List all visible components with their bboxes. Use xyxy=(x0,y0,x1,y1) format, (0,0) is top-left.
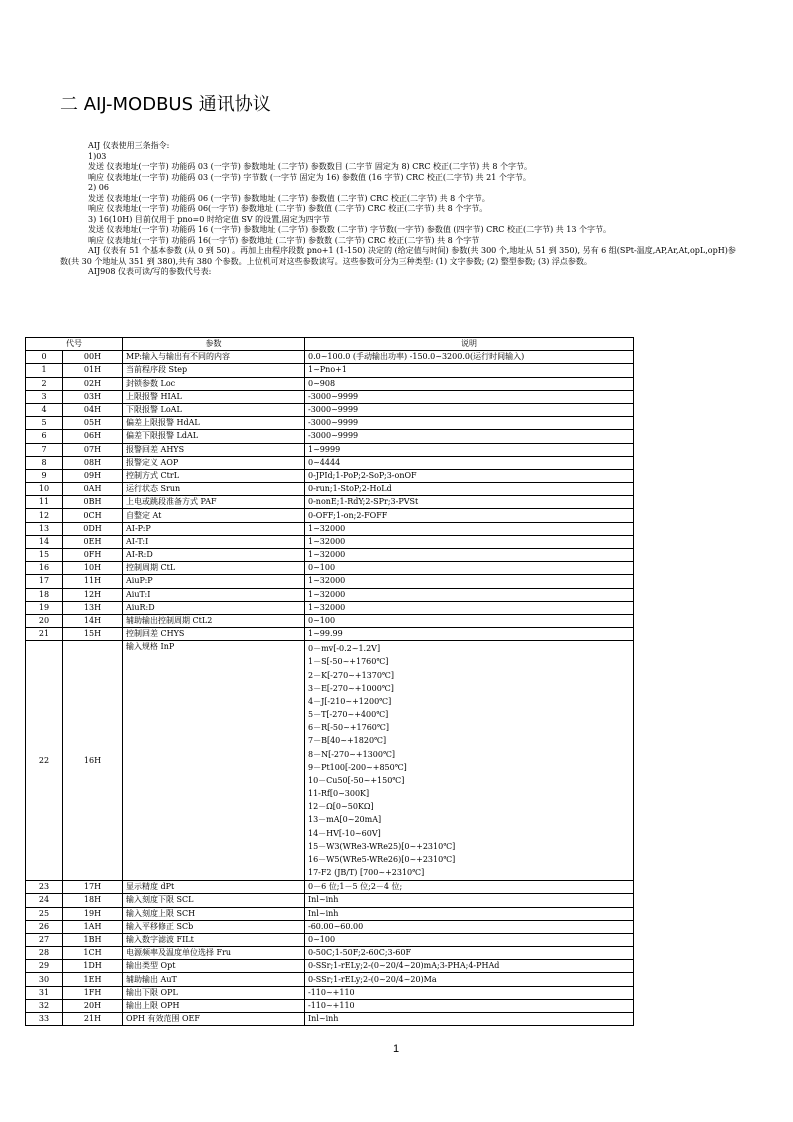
table-row xyxy=(26,509,634,522)
row-parameter: 上限报警 HIAL xyxy=(123,390,305,403)
row-number: 21 xyxy=(26,628,63,641)
row-description: 0-run;1-StoP;2-HoLd xyxy=(305,483,634,496)
row-parameter: 当前程序段 Step xyxy=(123,364,305,377)
table-row xyxy=(26,973,634,986)
row-description: 1~32000 xyxy=(305,522,634,535)
table-row xyxy=(26,920,634,933)
row-description: 0~908 xyxy=(305,377,634,390)
row-parameter: 输入规格 InP xyxy=(123,641,305,881)
row-hex-code: 10H xyxy=(63,562,123,575)
row-number: 28 xyxy=(26,947,63,960)
row-parameter: 输出类型 Opt xyxy=(123,960,305,973)
row-description: 0~100 xyxy=(305,933,634,946)
table-row xyxy=(26,549,634,562)
header-desc: 说明 xyxy=(305,338,634,351)
row-description: 0~100 xyxy=(305,614,634,627)
row-description: 0-50C;1-50F;2-60C;3-60F xyxy=(305,947,634,960)
row-parameter: 输入平移修正 SCb xyxy=(123,920,305,933)
table-row xyxy=(26,588,634,601)
row-hex-code: 20H xyxy=(63,999,123,1012)
intro-line: 发送 仪表地址(一字节) 功能码 06 (一字节) 参数地址 (二字节) 参数值 (二字节) CRC 校正(二字节) 共 8 个字节。 xyxy=(88,193,490,203)
row-hex-code: 09H xyxy=(63,469,123,482)
row-hex-code: 18H xyxy=(63,894,123,907)
table-row xyxy=(26,364,634,377)
row-hex-code: 13H xyxy=(63,601,123,614)
row-hex-code: 0CH xyxy=(63,509,123,522)
intro-line: 发送 仪表地址(一字节) 功能码 03 (一字节) 参数地址 (二字节) 参数数目 (二字节 固定为 8) CRC 校正(二字节) 共 8 个字节。 xyxy=(88,162,532,171)
row-parameter: 电源频率及温度单位选择 Fru xyxy=(123,947,305,960)
intro-line: 2) 06 xyxy=(88,183,109,192)
page-number: 1 xyxy=(393,1043,400,1055)
row-number: 2 xyxy=(26,377,63,390)
intro-line: 响应 仪表地址(一字节) 功能码 06(一字节) 参数地址 (二字节) 参数值 (二字节) CRC 校正(二字节) 共 8 个字节。 xyxy=(88,204,488,213)
header-param: 参数 xyxy=(123,338,305,351)
table-row xyxy=(26,417,634,430)
row-number: 1 xyxy=(26,364,63,377)
row-description: 0-SSr;1-rELy;2-(0~20/4~20)mA;3-PHA;4-PHAd xyxy=(305,960,634,973)
row-number: 14 xyxy=(26,535,63,548)
input-spec-option: 7－B[40~+1820℃] xyxy=(308,736,387,746)
row-parameter: 输入刻度上限 SCH xyxy=(123,907,305,920)
table-row xyxy=(26,535,634,548)
input-spec-option: 17-F2 (JB/T) [700~+2310℃] xyxy=(308,867,425,877)
intro-line: 响应 仪表地址(一字节) 功能码 16(一字节) 参数地址 (二字节) 参数数 (二字节) CRC 校正(二字节) 共 8 个字节 xyxy=(88,235,480,245)
table-row xyxy=(26,575,634,588)
row-hex-code: 1DH xyxy=(63,960,123,973)
row-parameter: 控制方式 CtrL xyxy=(123,469,305,482)
row-parameter: AI-R:D xyxy=(123,549,305,562)
input-spec-option: 9－Pt100[-200~+850℃] xyxy=(308,762,407,772)
row-number: 22 xyxy=(26,641,63,881)
row-description: 0-nonE;1-RdY;2-SPr;3-PVSt xyxy=(305,496,634,509)
table-row xyxy=(26,430,634,443)
row-parameter: 输出下限 OPL xyxy=(123,986,305,999)
row-hex-code: 06H xyxy=(63,430,123,443)
input-spec-option: 10－Cu50[-50~+150℃] xyxy=(308,775,405,785)
table-row xyxy=(26,881,634,894)
row-hex-code: 19H xyxy=(63,907,123,920)
row-number: 0 xyxy=(26,351,63,364)
row-hex-code: 14H xyxy=(63,614,123,627)
row-hex-code: 1AH xyxy=(63,920,123,933)
input-spec-option: 0－mv[-0.2~1.2V] xyxy=(308,644,381,654)
table-header-row xyxy=(26,338,634,351)
table-row xyxy=(26,562,634,575)
row-description: Inl~inh xyxy=(305,1013,634,1026)
input-spec-option: 1－S[-50~+1760℃] xyxy=(308,657,389,667)
intro-line: 响应 仪表地址(一字节) 功能码 03 (一字节) 字节数 (一字节 固定为 16) 参数值 (16 字节) CRC 校正(二字节) 共 21 个字节。 xyxy=(88,172,531,182)
row-parameter: MP:输入与输出有不同的内容 xyxy=(123,351,305,364)
document-title: 二 AIJ-MODBUS 通讯协议 xyxy=(60,94,271,115)
row-parameter: 封锁参数 Loc xyxy=(123,377,305,390)
table-row xyxy=(26,960,634,973)
row-hex-code: 15H xyxy=(63,628,123,641)
row-description: 0－6 位;1－5 位;2－4 位; xyxy=(305,881,634,894)
row-number: 12 xyxy=(26,509,63,522)
row-parameter: 自整定 At xyxy=(123,509,305,522)
table-row xyxy=(26,999,634,1012)
row-number: 4 xyxy=(26,403,63,416)
row-hex-code: 1CH xyxy=(63,947,123,960)
intro-line: AIJ 仪表有 51 个基本参数 (从 0 到 50) 。再加上由程序段数 pno+1 (1-150) 决定的 (给定值与时间) 参数(共 300 个,地址从 51 到 350), 另有 6 组(SPt-温度,AP,Ar,At,opL,opH)参数(共 30 个地址从 351 到 380),共有 380 个参数。上位机可对这些参数读写。这些参数可分为三种类型: (1) 文字参数; (2) 整型参数; (3) 浮点参数。 xyxy=(60,246,736,266)
row-number: 7 xyxy=(26,443,63,456)
intro-line: 发送 仪表地址(一字节) 功能码 16 (一字节) 参数地址 (二字节) 参数数 (二字节) 字节数(一字节) 参数值 (四字节) CRC 校正(二字节) 共 13 个字节。 xyxy=(88,225,612,234)
input-spec-option: 2－K[-270~+1370℃] xyxy=(308,670,394,680)
row-description xyxy=(305,641,634,881)
row-parameter: 偏差上限报警 HdAL xyxy=(123,417,305,430)
row-hex-code: 0FH xyxy=(63,549,123,562)
table-row xyxy=(26,469,634,482)
row-parameter: AiuT:I xyxy=(123,588,305,601)
input-spec-option: 12－Ω[0~50KΩ] xyxy=(308,802,374,812)
row-hex-code: 08H xyxy=(63,456,123,469)
row-description: Inl~inh xyxy=(305,894,634,907)
table-row xyxy=(26,390,634,403)
intro-line: AIJ908 仪表可读/写的参数代号表: xyxy=(88,267,212,276)
table-row xyxy=(26,894,634,907)
table-row xyxy=(26,483,634,496)
row-parameter: 输入数字滤波 FILt xyxy=(123,933,305,946)
row-description: 1~32000 xyxy=(305,601,634,614)
row-description: -3000~9999 xyxy=(305,403,634,416)
row-description: 0-JPId;1-PoP;2-SoP;3-onOF xyxy=(305,469,634,482)
row-parameter: 输出上限 OPH xyxy=(123,999,305,1012)
row-hex-code: 12H xyxy=(63,588,123,601)
table-row xyxy=(26,907,634,920)
input-spec-option: 15－W3(WRe3-WRe25)[0~+2310℃] xyxy=(308,841,456,851)
row-number: 8 xyxy=(26,456,63,469)
row-hex-code: 21H xyxy=(63,1013,123,1026)
input-spec-option: 16－W5(WRe5-WRe26)[0~+2310℃] xyxy=(308,854,456,864)
input-spec-option: 5－T[-270~+400℃] xyxy=(308,710,389,720)
row-parameter: 显示精度 dPt xyxy=(123,881,305,894)
row-hex-code: 03H xyxy=(63,390,123,403)
row-description: -3000~9999 xyxy=(305,417,634,430)
table-row xyxy=(26,351,634,364)
row-parameter: 偏差下限报警 LdAL xyxy=(123,430,305,443)
header-code: 代号 xyxy=(26,338,123,351)
table-row xyxy=(26,986,634,999)
row-hex-code: 0DH xyxy=(63,522,123,535)
row-hex-code: 11H xyxy=(63,575,123,588)
row-number: 18 xyxy=(26,588,63,601)
row-parameter: AiuR:D xyxy=(123,601,305,614)
row-number: 13 xyxy=(26,522,63,535)
row-description: -3000~9999 xyxy=(305,430,634,443)
row-number: 23 xyxy=(26,881,63,894)
row-number: 16 xyxy=(26,562,63,575)
row-description: -110~+110 xyxy=(305,986,634,999)
parameter-table xyxy=(25,337,634,1026)
row-hex-code: 0BH xyxy=(63,496,123,509)
row-description: 0-OFF;1-on;2-FOFF xyxy=(305,509,634,522)
table-row xyxy=(26,947,634,960)
row-hex-code: 02H xyxy=(63,377,123,390)
row-parameter: 运行状态 Srun xyxy=(123,483,305,496)
row-parameter: 报警回差 AHYS xyxy=(123,443,305,456)
intro-text xyxy=(60,141,736,278)
row-number: 30 xyxy=(26,973,63,986)
row-hex-code: 04H xyxy=(63,403,123,416)
row-description: 1~99.99 xyxy=(305,628,634,641)
row-number: 32 xyxy=(26,999,63,1012)
row-description: 1~32000 xyxy=(305,535,634,548)
row-description: 1~9999 xyxy=(305,443,634,456)
row-number: 29 xyxy=(26,960,63,973)
row-description: 0-SSr;1-rELy;2-(0~20/4~20)Ma xyxy=(305,973,634,986)
table-row xyxy=(26,403,634,416)
row-parameter: AiuP:P xyxy=(123,575,305,588)
row-description: 1~32000 xyxy=(305,588,634,601)
row-parameter: 上电或跳段准备方式 PAF xyxy=(123,496,305,509)
table-row xyxy=(26,522,634,535)
row-number: 3 xyxy=(26,390,63,403)
row-hex-code: 1BH xyxy=(63,933,123,946)
row-description: 1~32000 xyxy=(305,549,634,562)
row-description: 1~32000 xyxy=(305,575,634,588)
row-description: 0.0~100.0 (手动输出功率) -150.0~3200.0(运行时间输入) xyxy=(305,351,634,364)
row-parameter: 输入刻度下限 SCL xyxy=(123,894,305,907)
row-hex-code: 00H xyxy=(63,351,123,364)
row-number: 15 xyxy=(26,549,63,562)
input-spec-option: 3－E[-270~+1000℃] xyxy=(308,683,394,693)
table-row-input-spec xyxy=(26,641,634,881)
table-row xyxy=(26,601,634,614)
input-spec-option: 8－N[-270~+1300℃] xyxy=(308,749,396,759)
row-parameter: 辅助输出控制周期 CtL2 xyxy=(123,614,305,627)
row-parameter: 下限报警 LoAL xyxy=(123,403,305,416)
row-parameter: AI-P:P xyxy=(123,522,305,535)
row-hex-code: 0EH xyxy=(63,535,123,548)
row-parameter: 报警定义 AOP xyxy=(123,456,305,469)
table-row xyxy=(26,377,634,390)
table-row xyxy=(26,1013,634,1026)
input-spec-option: 14－HV[-10~60V] xyxy=(308,828,381,838)
input-spec-option: 13－mA[0~20mA] xyxy=(308,815,382,825)
input-spec-option: 4－J[-210~+1200℃] xyxy=(308,696,392,706)
row-description: Inl~inh xyxy=(305,907,634,920)
table-row xyxy=(26,933,634,946)
intro-line: AIJ 仪表使用三条指令: xyxy=(88,141,170,150)
row-number: 10 xyxy=(26,483,63,496)
row-description: 1~Pno+1 xyxy=(305,364,634,377)
row-hex-code: 1EH xyxy=(63,973,123,986)
row-hex-code: 0AH xyxy=(63,483,123,496)
row-number: 20 xyxy=(26,614,63,627)
row-number: 19 xyxy=(26,601,63,614)
row-description: -60.00~60.00 xyxy=(305,920,634,933)
row-parameter: OPH 有效范围 OEF xyxy=(123,1013,305,1026)
table-row xyxy=(26,496,634,509)
row-number: 5 xyxy=(26,417,63,430)
row-hex-code: 07H xyxy=(63,443,123,456)
row-hex-code: 01H xyxy=(63,364,123,377)
row-description: 0~4444 xyxy=(305,456,634,469)
row-parameter: 辅助输出 AuT xyxy=(123,973,305,986)
row-number: 27 xyxy=(26,933,63,946)
row-parameter: 控制回差 CHYS xyxy=(123,628,305,641)
row-hex-code: 1FH xyxy=(63,986,123,999)
row-number: 6 xyxy=(26,430,63,443)
input-spec-option: 11-Rf[0~300K] xyxy=(308,789,370,799)
row-parameter: AI-T:I xyxy=(123,535,305,548)
row-description: -110~+110 xyxy=(305,999,634,1012)
row-description: 0~100 xyxy=(305,562,634,575)
row-description: -3000~9999 xyxy=(305,390,634,403)
row-number: 26 xyxy=(26,920,63,933)
row-number: 25 xyxy=(26,907,63,920)
row-number: 33 xyxy=(26,1013,63,1026)
row-hex-code: 17H xyxy=(63,881,123,894)
intro-line: 1)03 xyxy=(88,151,107,161)
row-number: 31 xyxy=(26,986,63,999)
table-row xyxy=(26,456,634,469)
row-parameter: 控制周期 CtL xyxy=(123,562,305,575)
row-number: 17 xyxy=(26,575,63,588)
row-number: 24 xyxy=(26,894,63,907)
table-row xyxy=(26,443,634,456)
intro-line: 3) 16(10H) 目前仅用于 pno=0 时给定值 SV 的设置,固定为四字节 xyxy=(88,214,330,224)
table-row xyxy=(26,614,634,627)
input-spec-option: 6－R[-50~+1760℃] xyxy=(308,723,389,733)
row-number: 9 xyxy=(26,469,63,482)
table-row xyxy=(26,628,634,641)
row-number: 11 xyxy=(26,496,63,509)
row-hex-code: 16H xyxy=(63,641,123,881)
row-hex-code: 05H xyxy=(63,417,123,430)
